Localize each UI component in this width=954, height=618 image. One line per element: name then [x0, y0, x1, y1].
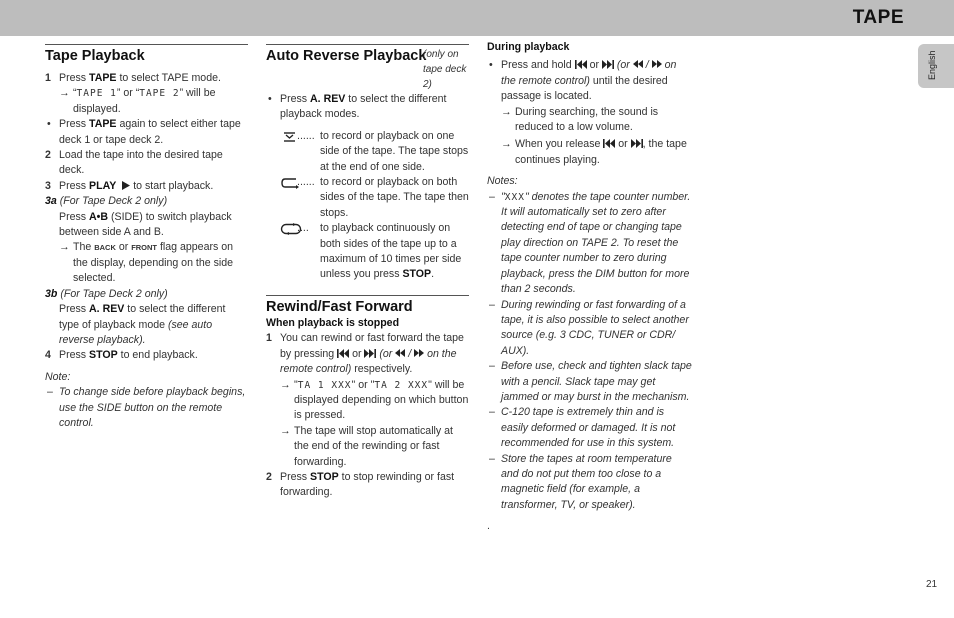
bullet-icon: •	[47, 118, 51, 131]
during-result-2: → When you release or , the tape continues playing.	[501, 138, 687, 166]
during-playback-heading: During playback	[487, 41, 570, 53]
auto-reverse-note: (only on tape deck 2)	[423, 49, 467, 90]
tape-playback-section	[45, 44, 248, 431]
note-label: Note:	[45, 370, 71, 383]
rewind-icon	[633, 60, 643, 68]
note-storage: – Store the tapes at room temperature and do not put them too close to a magnetic field (for example, a transformer, TV, or speaker).	[489, 452, 672, 511]
prev-track-icon	[603, 139, 615, 148]
arrow-icon: →	[501, 138, 512, 151]
step-3b-label: 3b (For Tape Deck 2 only)	[45, 287, 168, 300]
step-1: 1 Press TAPE to select TAPE mode.	[45, 72, 221, 84]
trailing-dot: .	[487, 520, 490, 533]
next-track-icon	[631, 139, 643, 148]
step-4: 4 Press STOP to end playback.	[45, 349, 198, 362]
arrow-icon: →	[501, 105, 512, 118]
step-3b: Press A. REV to select the different type of playback mode (see auto reverse playback).	[59, 303, 226, 346]
bullet-icon: •	[489, 59, 493, 72]
rewind-step-1: 1 You can rewind or fast forward the tape by pressing or (or / on the remote control) respectively.	[266, 332, 464, 376]
page-number: 21	[926, 579, 938, 590]
next-track-icon	[364, 349, 376, 358]
step-3a: Press A•B (SIDE) to switch playback between side A and B.	[59, 210, 232, 239]
rewind-subheading: When playback is stopped	[266, 316, 400, 329]
next-track-icon	[602, 60, 614, 69]
rewind-result-1: → "TA 1 XXX" or "TA 2 XXX" will be displayed depending on which button is pressed.	[280, 378, 469, 422]
arrow-icon: →	[59, 87, 70, 100]
step-3a-label: 3a (For Tape Deck 2 only)	[45, 195, 168, 208]
prev-track-icon	[575, 60, 587, 69]
during-result-1: → During searching, the sound is reduced to a low volume.	[501, 105, 659, 134]
tape-playback-heading: Tape Playback	[45, 48, 145, 64]
mode-one-side: ...... to record or playback on one side of the tape. The tape stops at the end of one side.	[266, 129, 469, 175]
language-tab-label: English	[927, 50, 937, 80]
arrow-icon: →	[280, 378, 291, 391]
page-title: TAPE	[852, 7, 904, 28]
bullet-icon: •	[268, 93, 272, 105]
auto-reverse-heading: Auto Reverse Playback	[266, 48, 427, 64]
note-counter: – "XXX" denotes the tape counter number. It will automatically set to zero after detecting end of tape or changing tape play direction on TAPE 2. To reset the tape counter number to zero during playback, press the DIM button for more than 2 seconds.	[489, 190, 691, 296]
arrow-icon: →	[59, 241, 70, 254]
mode-both-sides: ...... to record or playback on both sides of the tape. The tape then stops.	[266, 175, 469, 221]
note-item: – To change side before playback begins, use the SIDE button on the remote control.	[47, 386, 246, 429]
rewind-icon	[395, 349, 405, 357]
header-band	[0, 0, 954, 36]
note-source: – During rewinding or fast forwarding of a tape, it is also possible to select another source (e.g. 3 CDC, TUNER or CDR/ AUX).	[489, 298, 689, 357]
auto-reverse-section	[266, 44, 469, 501]
step-3a-result: → The BACK or FRONT flag appears on the display, depending on the side selected.	[59, 241, 234, 285]
step-1-result: → “TAPE 1” or “TAPE 2” will be displayed.	[59, 87, 216, 115]
rewind-result-2: → The tape will stop automatically at the end of the rewinding or fast forwarding.	[280, 424, 453, 468]
rewind-step-2: 2 Press STOP to stop rewinding or fast forwarding.	[266, 470, 455, 499]
during-playback-bullet: • Press and hold or (or / on the remote control) until the desired passage is located.	[489, 59, 677, 103]
notes-label: Notes:	[487, 175, 518, 188]
step-2: 2 Load the tape into the desired tape deck.	[45, 149, 223, 177]
fast-forward-icon	[652, 60, 662, 68]
step-1-bullet: • Press TAPE again to select either tape deck 1 or tape deck 2.	[47, 118, 241, 146]
arrow-icon: →	[280, 424, 291, 437]
rewind-heading: Rewind/Fast Forward	[266, 298, 413, 315]
step-3: 3 Press PLAY to start playback.	[45, 179, 214, 192]
language-tab	[918, 44, 954, 88]
note-c120: – C-120 tape is extremely thin and is easily deformed or damaged. It is not recommended for use in this system.	[489, 406, 676, 450]
fast-forward-icon	[414, 349, 424, 357]
mode-continuous: .... to playback continuously on both sides of the tape up to a maximum of 10 times per side unless you press STOP.	[266, 221, 469, 283]
during-playback-section	[487, 40, 692, 535]
auto-reverse-bullet: • Press A. REV to select the different playback modes.	[268, 93, 447, 121]
prev-track-icon	[337, 349, 349, 358]
note-slack: – Before use, check and tighten slack tape with a pencil. Slack tape may get jammed or may burst in the mechanism.	[489, 360, 692, 403]
